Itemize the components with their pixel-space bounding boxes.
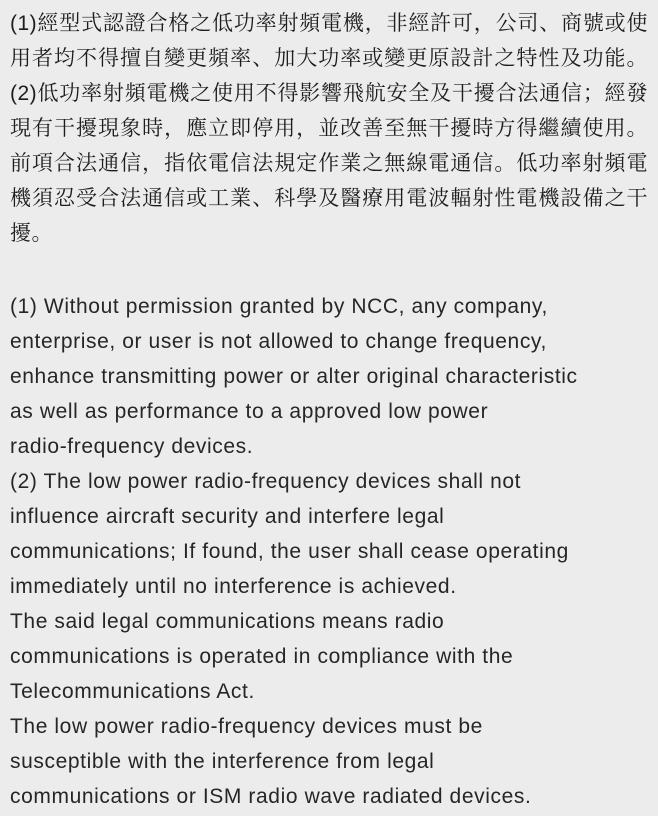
en-statement-line: enterprise, or user is not allowed to change frequency,: [10, 330, 547, 353]
cn-statement-line: (2)低功率射頻電機之使用不得影響飛航安全及干擾合法通信；經發: [10, 82, 648, 105]
cn-statement-line: 前項合法通信，指依電信法規定作業之無線電通信。低功率射頻電: [10, 152, 648, 175]
en-statement-line: as well as performance to a approved low power: [10, 400, 489, 423]
en-statement-line: Telecommunications Act.: [10, 680, 255, 703]
cn-statement-line: (1)經型式認證合格之低功率射頻電機，非經許可，公司、商號或使: [10, 12, 648, 35]
cn-statement-line: 現有干擾現象時，應立即停用，並改善至無干擾時方得繼續使用。: [10, 117, 648, 140]
en-statement-line: (2) The low power radio-frequency devices shall not: [10, 470, 522, 493]
en-statement-line: communications is operated in compliance with the: [10, 645, 514, 668]
cn-statement-line: 擾。: [10, 222, 53, 245]
en-statement-line: communications; If found, the user shall cease operating: [10, 540, 569, 563]
en-statement-line: immediately until no interference is achieved.: [10, 575, 457, 598]
en-statement-line: influence aircraft security and interfere legal: [10, 505, 445, 528]
chinese-statement: [10, 6, 648, 251]
en-statement-line: susceptible with the interference from legal: [10, 750, 435, 773]
en-statement-line: The said legal communications means radio: [10, 610, 445, 633]
en-statement-line: The low power radio-frequency devices must be: [10, 715, 483, 738]
en-statement-line: communications or ISM radio wave radiated devices.: [10, 785, 532, 808]
en-statement-line: (1) Without permission granted by NCC, any company,: [10, 295, 548, 318]
en-statement-line: radio-frequency devices.: [10, 435, 254, 458]
en-statement-line: enhance transmitting power or alter original characteristic: [10, 365, 578, 388]
cn-statement-line: 機須忍受合法通信或工業、科學及醫療用電波輻射性電機設備之干: [10, 187, 648, 210]
cn-statement-line: 用者均不得擅自變更頻率、加大功率或變更原設計之特性及功能。: [10, 47, 648, 70]
english-statement: [10, 289, 648, 814]
